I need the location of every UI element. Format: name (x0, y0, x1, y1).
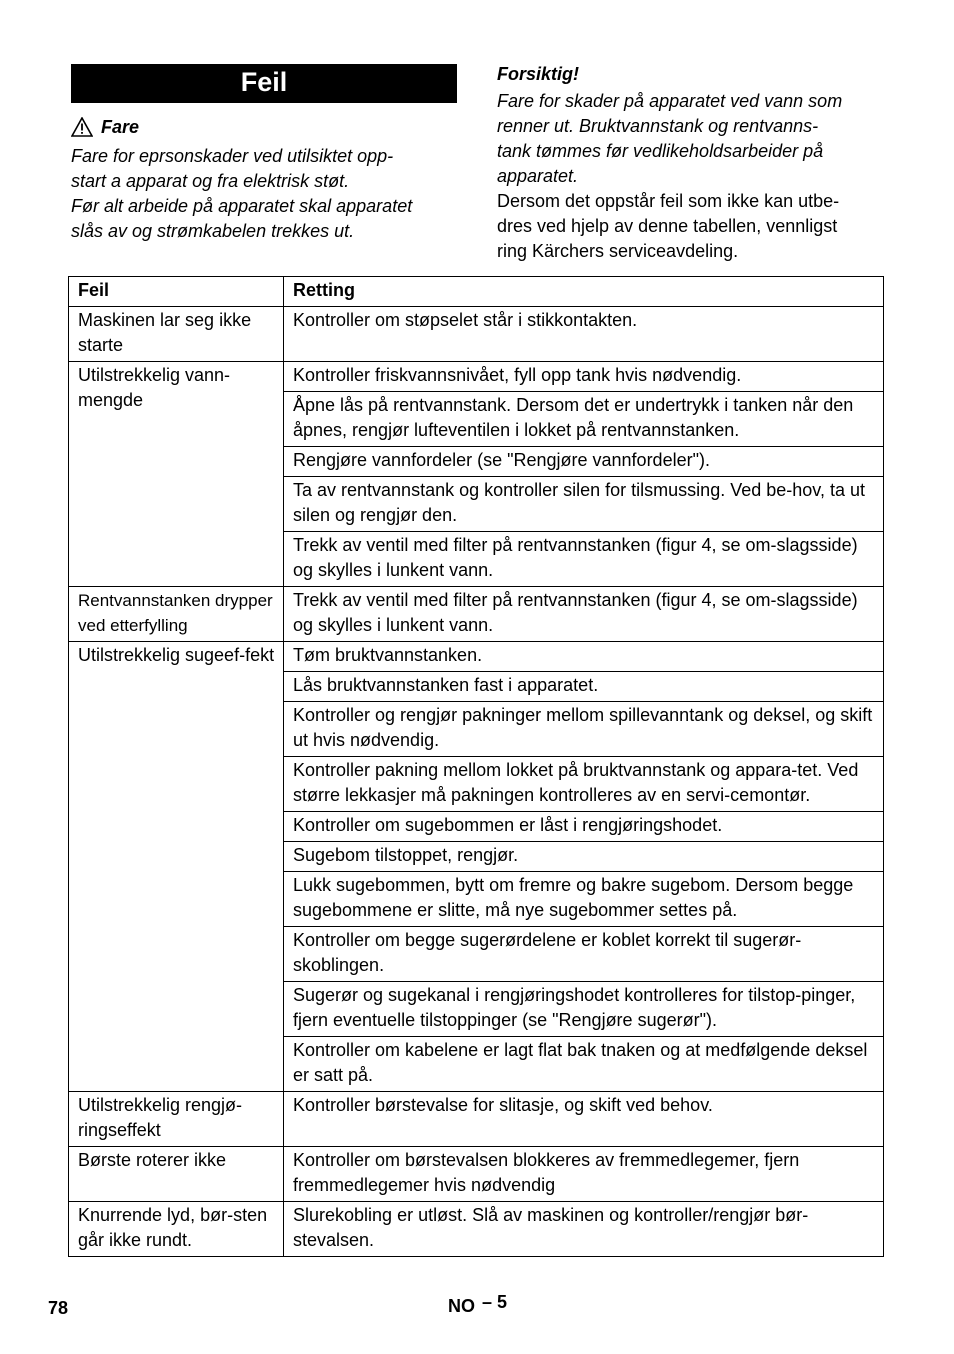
fault-cell: Utilstrekkelig rengjø-ringseffekt (69, 1092, 284, 1147)
column-header-remedy: Retting (284, 277, 884, 307)
danger-line: slås av og strømkabelen trekkes ut. (71, 221, 355, 241)
remedy-cell: Kontroller friskvannsnivået, fyll opp tank hvis nødvendig. (284, 362, 884, 392)
right-column (497, 62, 887, 264)
fault-cell: Rentvannstanken drypper ved etterfylling (69, 587, 284, 642)
remedy-cell: Kontroller om sugebommen er låst i rengjøringshodet. (284, 812, 884, 842)
table-row (69, 1202, 884, 1257)
table-row (69, 642, 884, 672)
fault-cell: Utilstrekkelig sugeef-fekt (69, 642, 284, 1092)
intro-line: dres ved hjelp av denne tabellen, vennligst (497, 216, 838, 236)
caution-line: renner ut. Bruktvannstank og rentvanns- (497, 116, 819, 136)
remedy-cell: Kontroller om begge sugerørdelene er koblet korrekt til sugerør-skoblingen. (284, 927, 884, 982)
remedy-cell: Trekk av ventil med filter på rentvannstanken (figur 4, se om-slagsside) og skylles i lunkent vann. (284, 587, 884, 642)
remedy-cell: Kontroller pakning mellom lokket på bruktvannstank og appara-tet. Ved større lekkasjer må pakningen kontrolleres av en servi-cemontør. (284, 757, 884, 812)
remedy-cell: Sugebom tilstoppet, rengjør. (284, 842, 884, 872)
table-row (69, 307, 884, 362)
column-header-fault: Feil (69, 277, 284, 307)
table-header-row (69, 277, 884, 307)
table-row (69, 587, 884, 642)
table-body (69, 307, 884, 1257)
warning-triangle-icon (71, 117, 93, 137)
fault-cell: Utilstrekkelig vann-mengde (69, 362, 284, 587)
intro-line: Dersom det oppstår feil som ikke kan utbe- (497, 191, 840, 211)
remedy-cell: Lås bruktvannstanken fast i apparatet. (284, 672, 884, 702)
left-column (71, 64, 457, 244)
language-page: – 5 (482, 1292, 508, 1312)
remedy-cell: Trekk av ventil med filter på rentvannstanken (figur 4, se om-slagsside) og skylles i lunkent vann. (284, 532, 884, 587)
danger-text (71, 144, 457, 244)
table-row (69, 1147, 884, 1202)
remedy-cell: Sugerør og sugekanal i rengjøringshodet kontrolleres for tilstop-pinger, fjern eventuelle tilstoppinger (se "Rengjøre sugerør"). (284, 982, 884, 1037)
remedy-cell: Kontroller børstevalse for slitasje, og skift ved behov. (284, 1092, 884, 1147)
intro-line: ring Kärchers serviceavdeling. (497, 241, 739, 261)
page-number: 78 (48, 1298, 69, 1318)
troubleshooting-table (68, 276, 884, 1257)
table-row (69, 362, 884, 392)
fault-cell: Børste roterer ikke (69, 1147, 284, 1202)
caution-line: tank tømmes før vedlikeholdsarbeider på (497, 141, 824, 161)
remedy-cell: Ta av rentvannstank og kontroller silen for tilsmussing. Ved be-hov, ta ut silen og rengjør den. (284, 477, 884, 532)
remedy-cell: Åpne lås på rentvannstank. Dersom det er undertrykk i tanken når den åpnes, rengjør lufteventilen i lokket på rentvannstanken. (284, 392, 884, 447)
page-footer-label (448, 1292, 508, 1317)
remedy-cell: Kontroller om kabelene er lagt flat bak tnaken og at medfølgende deksel er satt på. (284, 1037, 884, 1092)
caution-heading: Forsiktig! (497, 64, 580, 84)
remedy-cell: Tøm bruktvannstanken. (284, 642, 884, 672)
table-row (69, 1092, 884, 1147)
caution-text (497, 89, 887, 189)
remedy-cell: Rengjøre vannfordeler (se "Rengjøre vannfordeler"). (284, 447, 884, 477)
remedy-cell: Kontroller og rengjør pakninger mellom spillevanntank og deksel, og skift ut hvis nødvendig. (284, 702, 884, 757)
danger-line: Fare for eprsonskader ved utilsiktet opp- (71, 146, 394, 166)
service-intro (497, 189, 887, 264)
danger-line: Før alt arbeide på apparatet skal apparatet (71, 196, 413, 216)
caution-line: Fare for skader på apparatet ved vann som (497, 91, 843, 111)
fault-cell: Maskinen lar seg ikke starte (69, 307, 284, 362)
fault-cell: Knurrende lyd, bør-sten går ikke rundt. (69, 1202, 284, 1257)
danger-heading (71, 115, 457, 139)
remedy-cell: Kontroller om støpselet står i stikkontakten. (284, 307, 884, 362)
danger-line: start a apparat og fra elektrisk støt. (71, 171, 350, 191)
section-title: Feil (71, 64, 457, 103)
caution-line: apparatet. (497, 166, 579, 186)
language-code: NO (448, 1296, 475, 1316)
danger-heading-text: Fare (101, 117, 140, 137)
remedy-cell: Kontroller om børstevalsen blokkeres av fremmedlegemer, fjern fremmedlegemer hvis nødvendig (284, 1147, 884, 1202)
remedy-cell: Slurekobling er utløst. Slå av maskinen og kontroller/rengjør bør-stevalsen. (284, 1202, 884, 1257)
remedy-cell: Lukk sugebommen, bytt om fremre og bakre sugebom. Dersom begge sugebommene er slitte, må nye sugebommer settes på. (284, 872, 884, 927)
